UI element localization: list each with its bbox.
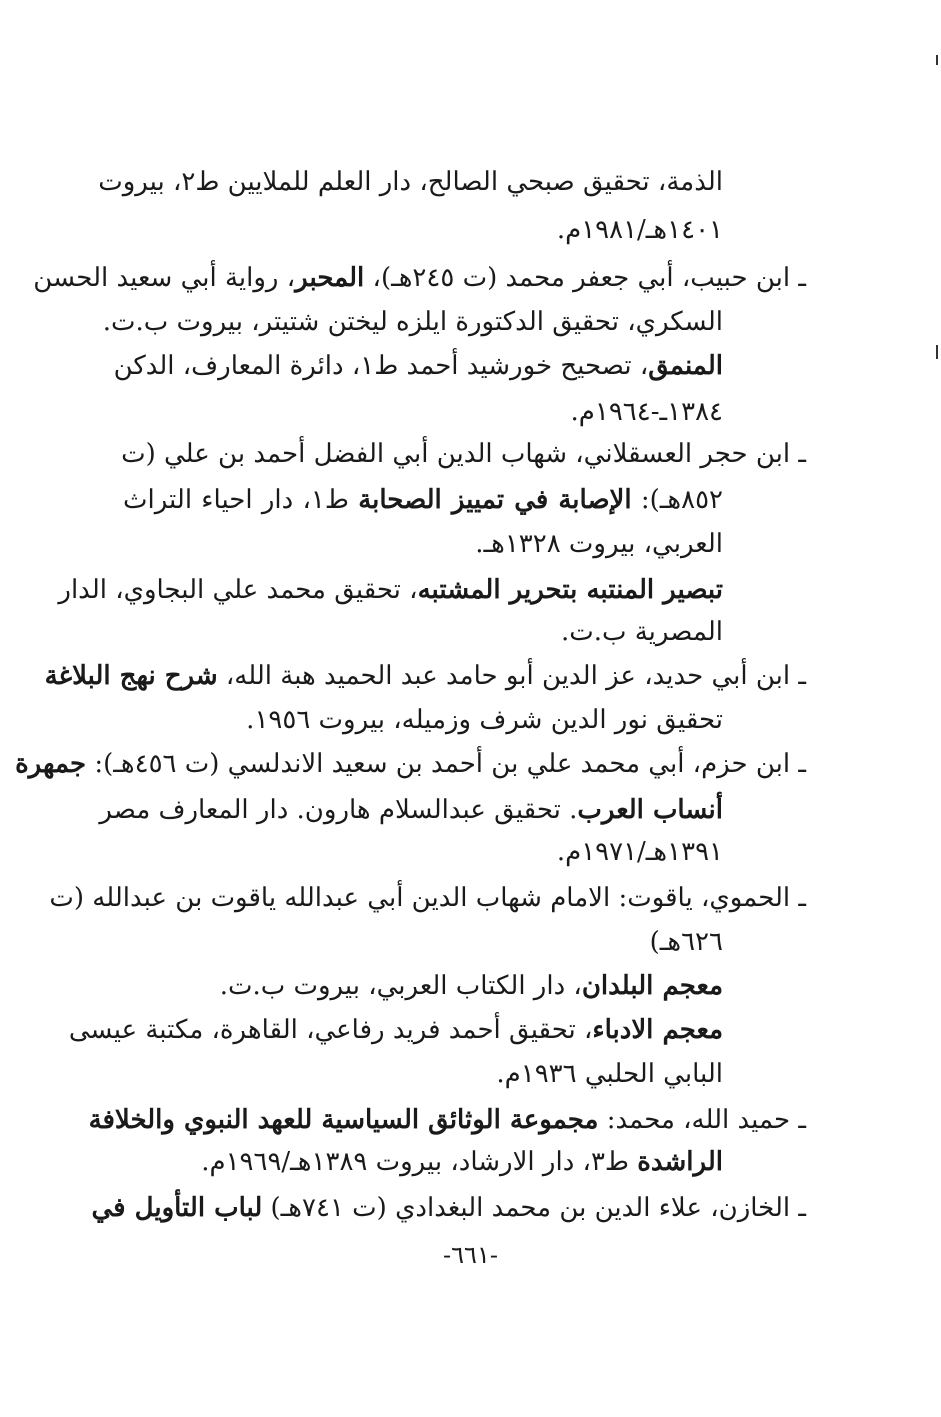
book-title: المنمق xyxy=(648,351,723,381)
bibliography-entry-ibn-abi-hadid: ـ ابن أبي حديد، عز الدين أبو حامد عبد الحميد هبة الله، شرح نهج البلاغة xyxy=(44,661,806,691)
text-line: تبصير المنتبه بتحرير المشتبه، تحقيق محمد علي البجاوي، الدار xyxy=(58,575,723,605)
bibliography-entry-ibn-habib: ـ ابن حبيب، أبي جعفر محمد (ت ٢٤٥هـ)، المحبر، رواية أبي سعيد الحسن xyxy=(33,263,806,293)
book-title: تبصير المنتبه بتحرير المشتبه xyxy=(417,575,723,605)
text-line: العربي، بيروت ١٣٢٨هـ. xyxy=(475,529,723,559)
margin-tick-middle xyxy=(936,345,938,359)
book-title: الراشدة xyxy=(637,1147,723,1177)
text-line: معجم الادباء، تحقيق أحمد فريد رفاعي، القاهرة، مكتبة عيسى xyxy=(68,1015,723,1045)
text-line: السكري، تحقيق الدكتورة ايلزه ليختن شتيتر، بيروت ب.ت. xyxy=(102,307,723,337)
text-line: البابي الحلبي ١٩٣٦م. xyxy=(496,1059,723,1089)
bibliography-entry-ibn-hazm: ـ ابن حزم، أبي محمد علي بن أحمد بن سعيد الاندلسي (ت ٤٥٦هـ): جمهرة xyxy=(15,749,806,779)
bibliography-entry-khazin: ـ الخازن، علاء الدين بن محمد البغدادي (ت ٧٤١هـ) لباب التأويل في xyxy=(91,1193,806,1223)
text-line: ١٣٩١هـ/١٩٧١م. xyxy=(556,837,723,867)
margin-tick-top xyxy=(936,55,938,65)
page-number: -٦٦١- xyxy=(443,1241,498,1269)
text-line: الراشدة ط٣، دار الارشاد، بيروت ١٣٨٩هـ/١٩٦٩م. xyxy=(201,1147,723,1177)
text-line: الذمة، تحقيق صبحي الصالح، دار العلم للملايين ط٢، بيروت xyxy=(98,167,723,197)
book-title: الإصابة في تمييز الصحابة xyxy=(358,485,632,515)
text-line: أنساب العرب. تحقيق عبدالسلام هارون. دار المعارف مصر xyxy=(99,795,723,825)
book-title: مجموعة الوثائق السياسية للعهد النبوي والخلافة xyxy=(88,1105,599,1135)
text-line: معجم البلدان، دار الكتاب العربي، بيروت ب.ت. xyxy=(219,971,723,1001)
text-line: المصرية ب.ت. xyxy=(561,617,723,647)
book-title: معجم الادباء xyxy=(592,1015,723,1045)
bibliography-entry-hamawi: ـ الحموي، ياقوت: الامام شهاب الدين أبي عبدالله ياقوت بن عبدالله (ت xyxy=(49,883,806,913)
bibliography-entry-hamidullah: ـ حميد الله، محمد: مجموعة الوثائق السياسية للعهد النبوي والخلافة xyxy=(88,1105,806,1135)
book-title: شرح نهج البلاغة xyxy=(44,661,218,691)
text-line: المنمق، تصحيح خورشيد أحمد ط١، دائرة المعارف، الدكن xyxy=(113,351,723,381)
book-title: جمهرة xyxy=(15,749,87,779)
text-line: ٦٢٦هـ) xyxy=(649,927,723,957)
text-line: ٨٥٢هـ): الإصابة في تمييز الصحابة ط١، دار احياء التراث xyxy=(123,485,724,515)
book-title: أنساب العرب xyxy=(577,795,723,825)
bibliography-entry-ibn-hajar: ـ ابن حجر العسقلاني، شهاب الدين أبي الفضل أحمد بن علي (ت xyxy=(121,439,806,469)
text-line: ١٣٨٤ـ-١٩٦٤م. xyxy=(570,397,723,427)
text-line: ١٤٠١هـ/١٩٨١م. xyxy=(556,215,723,245)
book-title: معجم البلدان xyxy=(581,971,723,1001)
book-title: لباب التأويل في xyxy=(91,1193,263,1223)
book-title: المحبر xyxy=(295,263,365,293)
text-line: تحقيق نور الدين شرف وزميله، بيروت ١٩٥٦. xyxy=(246,705,723,735)
